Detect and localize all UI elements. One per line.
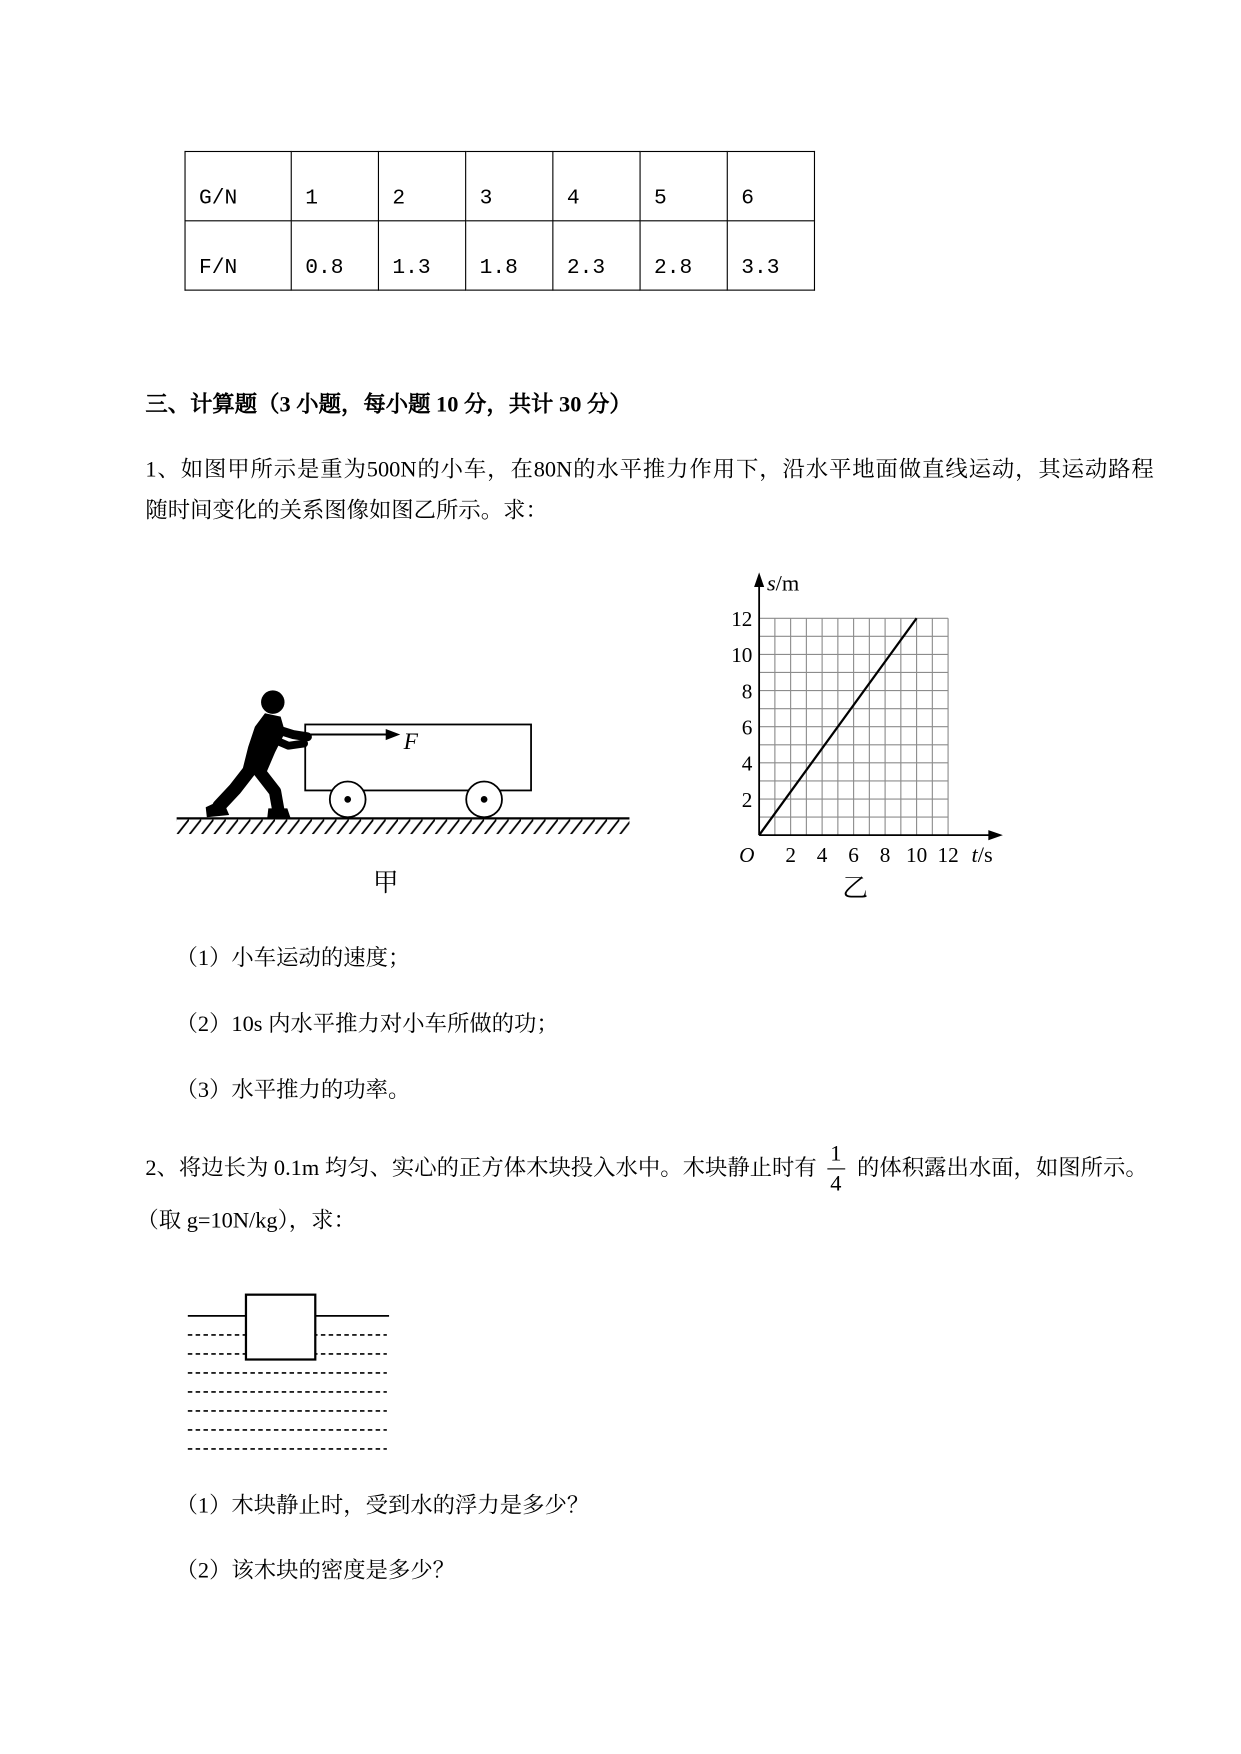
x-tick-label: 6 <box>848 842 859 867</box>
y-tick-label: 6 <box>741 715 753 740</box>
x-tick-label: 2 <box>785 842 796 867</box>
y-tick-label: 4 <box>741 751 753 776</box>
figure-yi-chart <box>704 565 1017 912</box>
axes <box>754 572 1003 840</box>
table-cell: 2.3 <box>553 221 640 290</box>
y-axis-label: s/m <box>766 570 800 596</box>
q1-text-line-1: 1、如图甲所示是重为500N的小车，在80N的水平推力作用下，沿水平地面做直线运动，其运动路程 <box>145 457 1154 482</box>
cart-wheel-right <box>466 781 502 817</box>
row-header-g: G/N <box>185 151 291 220</box>
y-tick-label: 8 <box>741 679 753 704</box>
g-f-table <box>184 151 815 291</box>
q1-item-3: （3）水平推力的功率。 <box>175 1077 411 1103</box>
section-title: 三、计算题（3 小题，每小题 10 分，共计 30 分） <box>145 392 632 418</box>
figure-jia <box>168 676 643 905</box>
x-tick-label: 12 <box>937 842 959 867</box>
table-cell: 2 <box>378 151 465 220</box>
table-cell: 1.3 <box>378 221 465 290</box>
q2-text-after-fraction: 的体积露出水面，如图所示。 <box>857 1156 1148 1181</box>
y-tick-label: 10 <box>731 643 753 668</box>
force-label: F <box>403 729 418 756</box>
x-tick-label: 10 <box>905 842 928 867</box>
grid <box>759 618 948 835</box>
table-cell: 6 <box>727 151 814 220</box>
table-cell: 3.3 <box>727 221 814 290</box>
figure-yi-caption: 乙 <box>842 873 869 903</box>
y-tick-label: 2 <box>741 787 753 812</box>
x-axis-label: t/s <box>971 841 993 867</box>
q2-text-before-fraction: 2、将边长为 0.1m 均匀、实心的正方体木块投入水中。木块静止时有 <box>145 1156 817 1181</box>
table-cell: 2.8 <box>640 221 727 290</box>
origin-label: O <box>739 842 755 867</box>
figure-jia-caption: 甲 <box>372 868 399 898</box>
table-cell: 3 <box>466 151 553 220</box>
q2-item-2: （2）该木块的密度是多少？ <box>175 1558 456 1584</box>
fraction-numerator: 1 <box>830 1140 842 1166</box>
q1-text-line-2: 随时间变化的关系图像如图乙所示。求： <box>145 498 548 524</box>
table-cell: 5 <box>640 151 727 220</box>
table-cell: 0.8 <box>291 221 378 290</box>
figure-water-block <box>179 1286 403 1459</box>
cart-wheel-left <box>330 781 366 817</box>
person-silhouette <box>206 690 308 818</box>
wooden-block <box>246 1295 315 1360</box>
q1-item-1: （1）小车运动的速度； <box>175 945 411 971</box>
x-axis-arrow <box>988 830 1003 840</box>
q2-item-1: （1）木块静止时，受到水的浮力是多少？ <box>175 1493 590 1519</box>
y-tick-label: 12 <box>731 607 753 632</box>
table-cell: 4 <box>553 151 640 220</box>
q2-text-line-1 <box>145 1138 1147 1198</box>
fraction-one-quarter <box>826 1139 846 1198</box>
q1-item-2: （2）10s 内水平推力对小车所做的功； <box>175 1011 559 1037</box>
table-row <box>185 221 814 290</box>
y-axis-arrow <box>754 572 764 587</box>
fraction-denominator: 4 <box>830 1171 842 1196</box>
q2-text-line-2: （取 g=10N/kg），求： <box>136 1208 356 1234</box>
row-header-f: F/N <box>185 221 291 290</box>
table-row <box>185 151 814 220</box>
x-tick-label: 8 <box>879 842 891 867</box>
ground-hatching <box>177 820 630 835</box>
table-cell: 1.8 <box>466 221 553 290</box>
x-tick-label: 4 <box>816 842 828 867</box>
table-cell: 1 <box>291 151 378 220</box>
